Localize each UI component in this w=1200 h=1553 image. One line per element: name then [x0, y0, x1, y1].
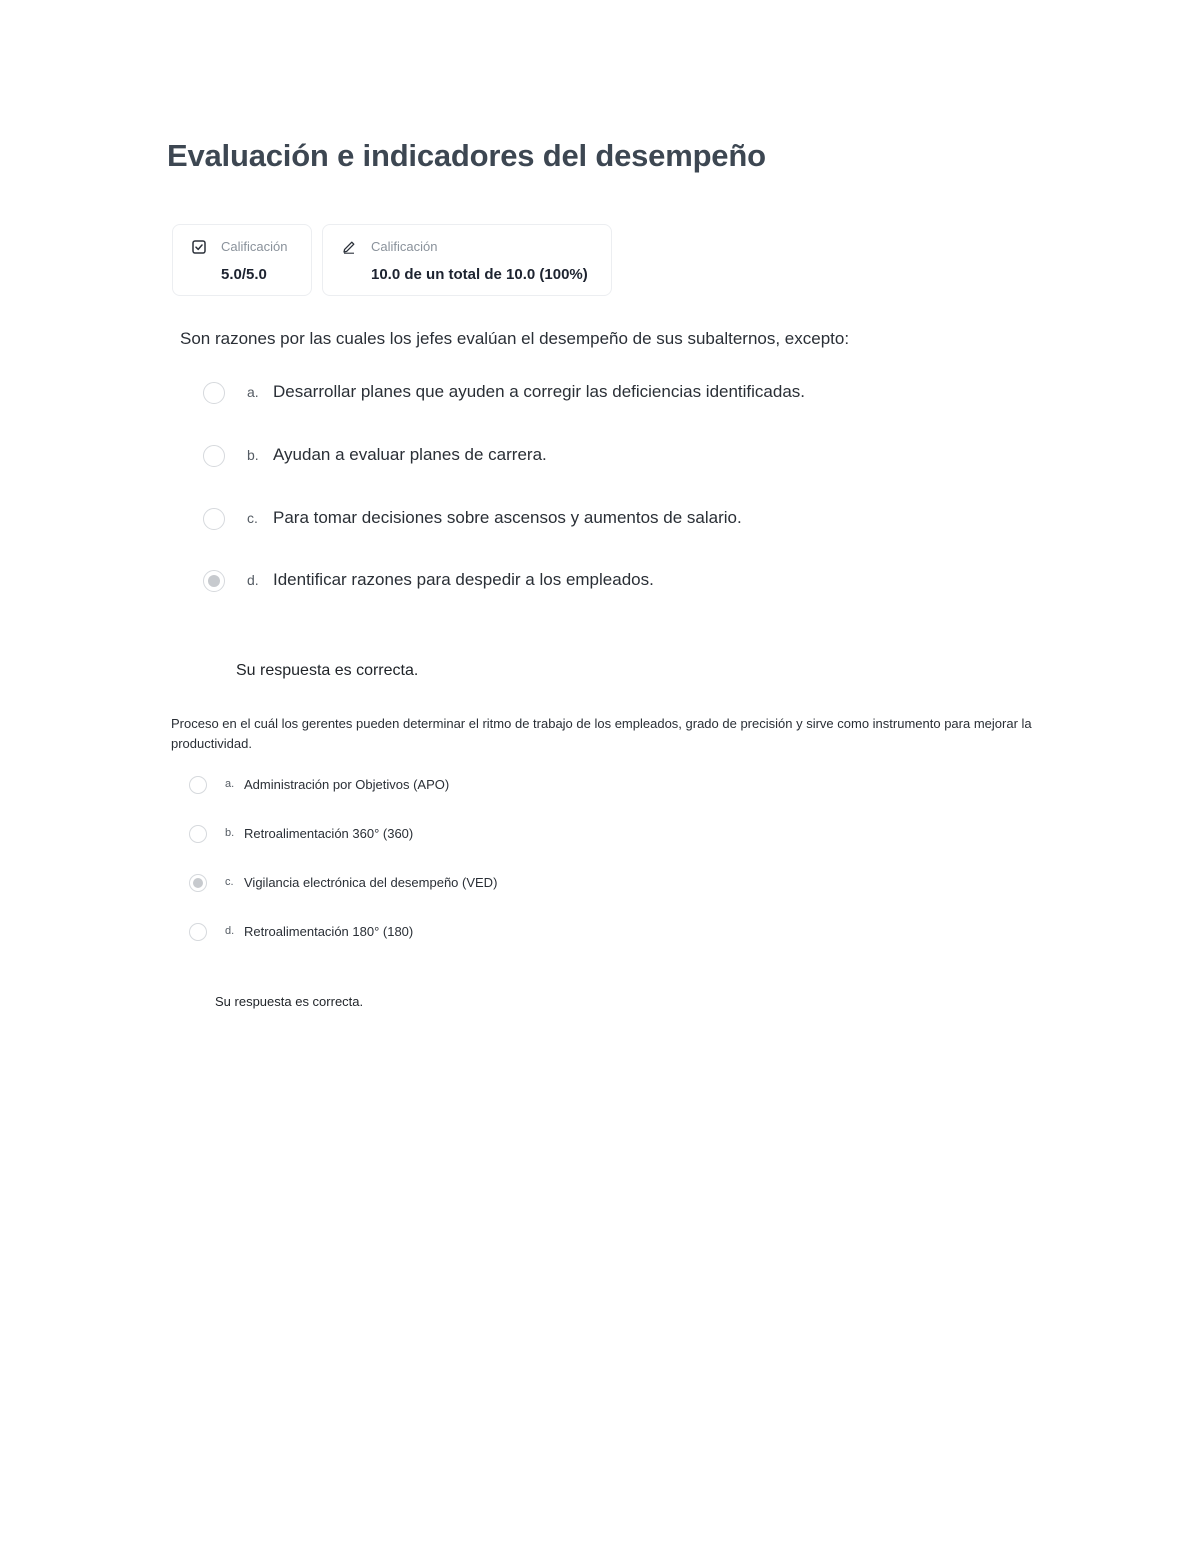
radio-button[interactable] — [189, 825, 207, 843]
option-text: Desarrollar planes que ayuden a corregir las deficiencias identificadas. — [273, 382, 806, 401]
question-2-prompt: Proceso en el cuál los gerentes pueden determinar el ritmo de trabajo de los empleados, grado de precisión y sirve como instrumento para mejorar la productividad. — [171, 716, 1032, 751]
option-letter: b. — [225, 827, 235, 839]
grade-card-score — [172, 224, 312, 296]
option-text: Ayudan a evaluar planes de carrera. — [273, 445, 547, 464]
option-letter: c. — [247, 510, 258, 526]
option-letter: c. — [225, 876, 234, 888]
grade-card-total — [322, 224, 612, 296]
question-1-feedback: Su respuesta es correcta. — [236, 662, 419, 679]
option-letter: a. — [247, 384, 259, 400]
question-2-feedback: Su respuesta es correcta. — [215, 994, 364, 1009]
checkbox-check-icon — [191, 239, 207, 255]
grade-value: 5.0/5.0 — [221, 266, 267, 283]
option-text: Administración por Objetivos (APO) — [244, 777, 450, 792]
radio-button[interactable] — [203, 445, 225, 467]
radio-button[interactable] — [189, 776, 207, 794]
option-text: Vigilancia electrónica del desempeño (VED) — [244, 875, 498, 890]
radio-button-selected[interactable] — [189, 874, 207, 892]
option-letter: d. — [225, 925, 235, 937]
radio-button[interactable] — [203, 382, 225, 404]
grade-label: Calificación — [221, 239, 288, 254]
question-1-prompt: Son razones por las cuales los jefes evalúan el desempeño de sus subalternos, excepto: — [180, 329, 850, 348]
pencil-icon — [341, 239, 357, 255]
option-text: Retroalimentación 360° (360) — [244, 826, 414, 841]
radio-button-selected[interactable] — [203, 570, 225, 592]
option-text: Identificar razones para despedir a los empleados. — [273, 570, 654, 589]
option-letter: a. — [225, 778, 235, 790]
option-text: Para tomar decisiones sobre ascensos y aumentos de salario. — [273, 508, 742, 527]
grade-label: Calificación — [371, 239, 438, 254]
option-text: Retroalimentación 180° (180) — [244, 924, 414, 939]
grade-value: 10.0 de un total de 10.0 (100%) — [371, 266, 588, 283]
page-title: Evaluación e indicadores del desempeño — [167, 138, 766, 173]
radio-button[interactable] — [189, 923, 207, 941]
radio-button[interactable] — [203, 508, 225, 530]
option-letter: b. — [247, 447, 259, 463]
option-letter: d. — [247, 572, 259, 588]
